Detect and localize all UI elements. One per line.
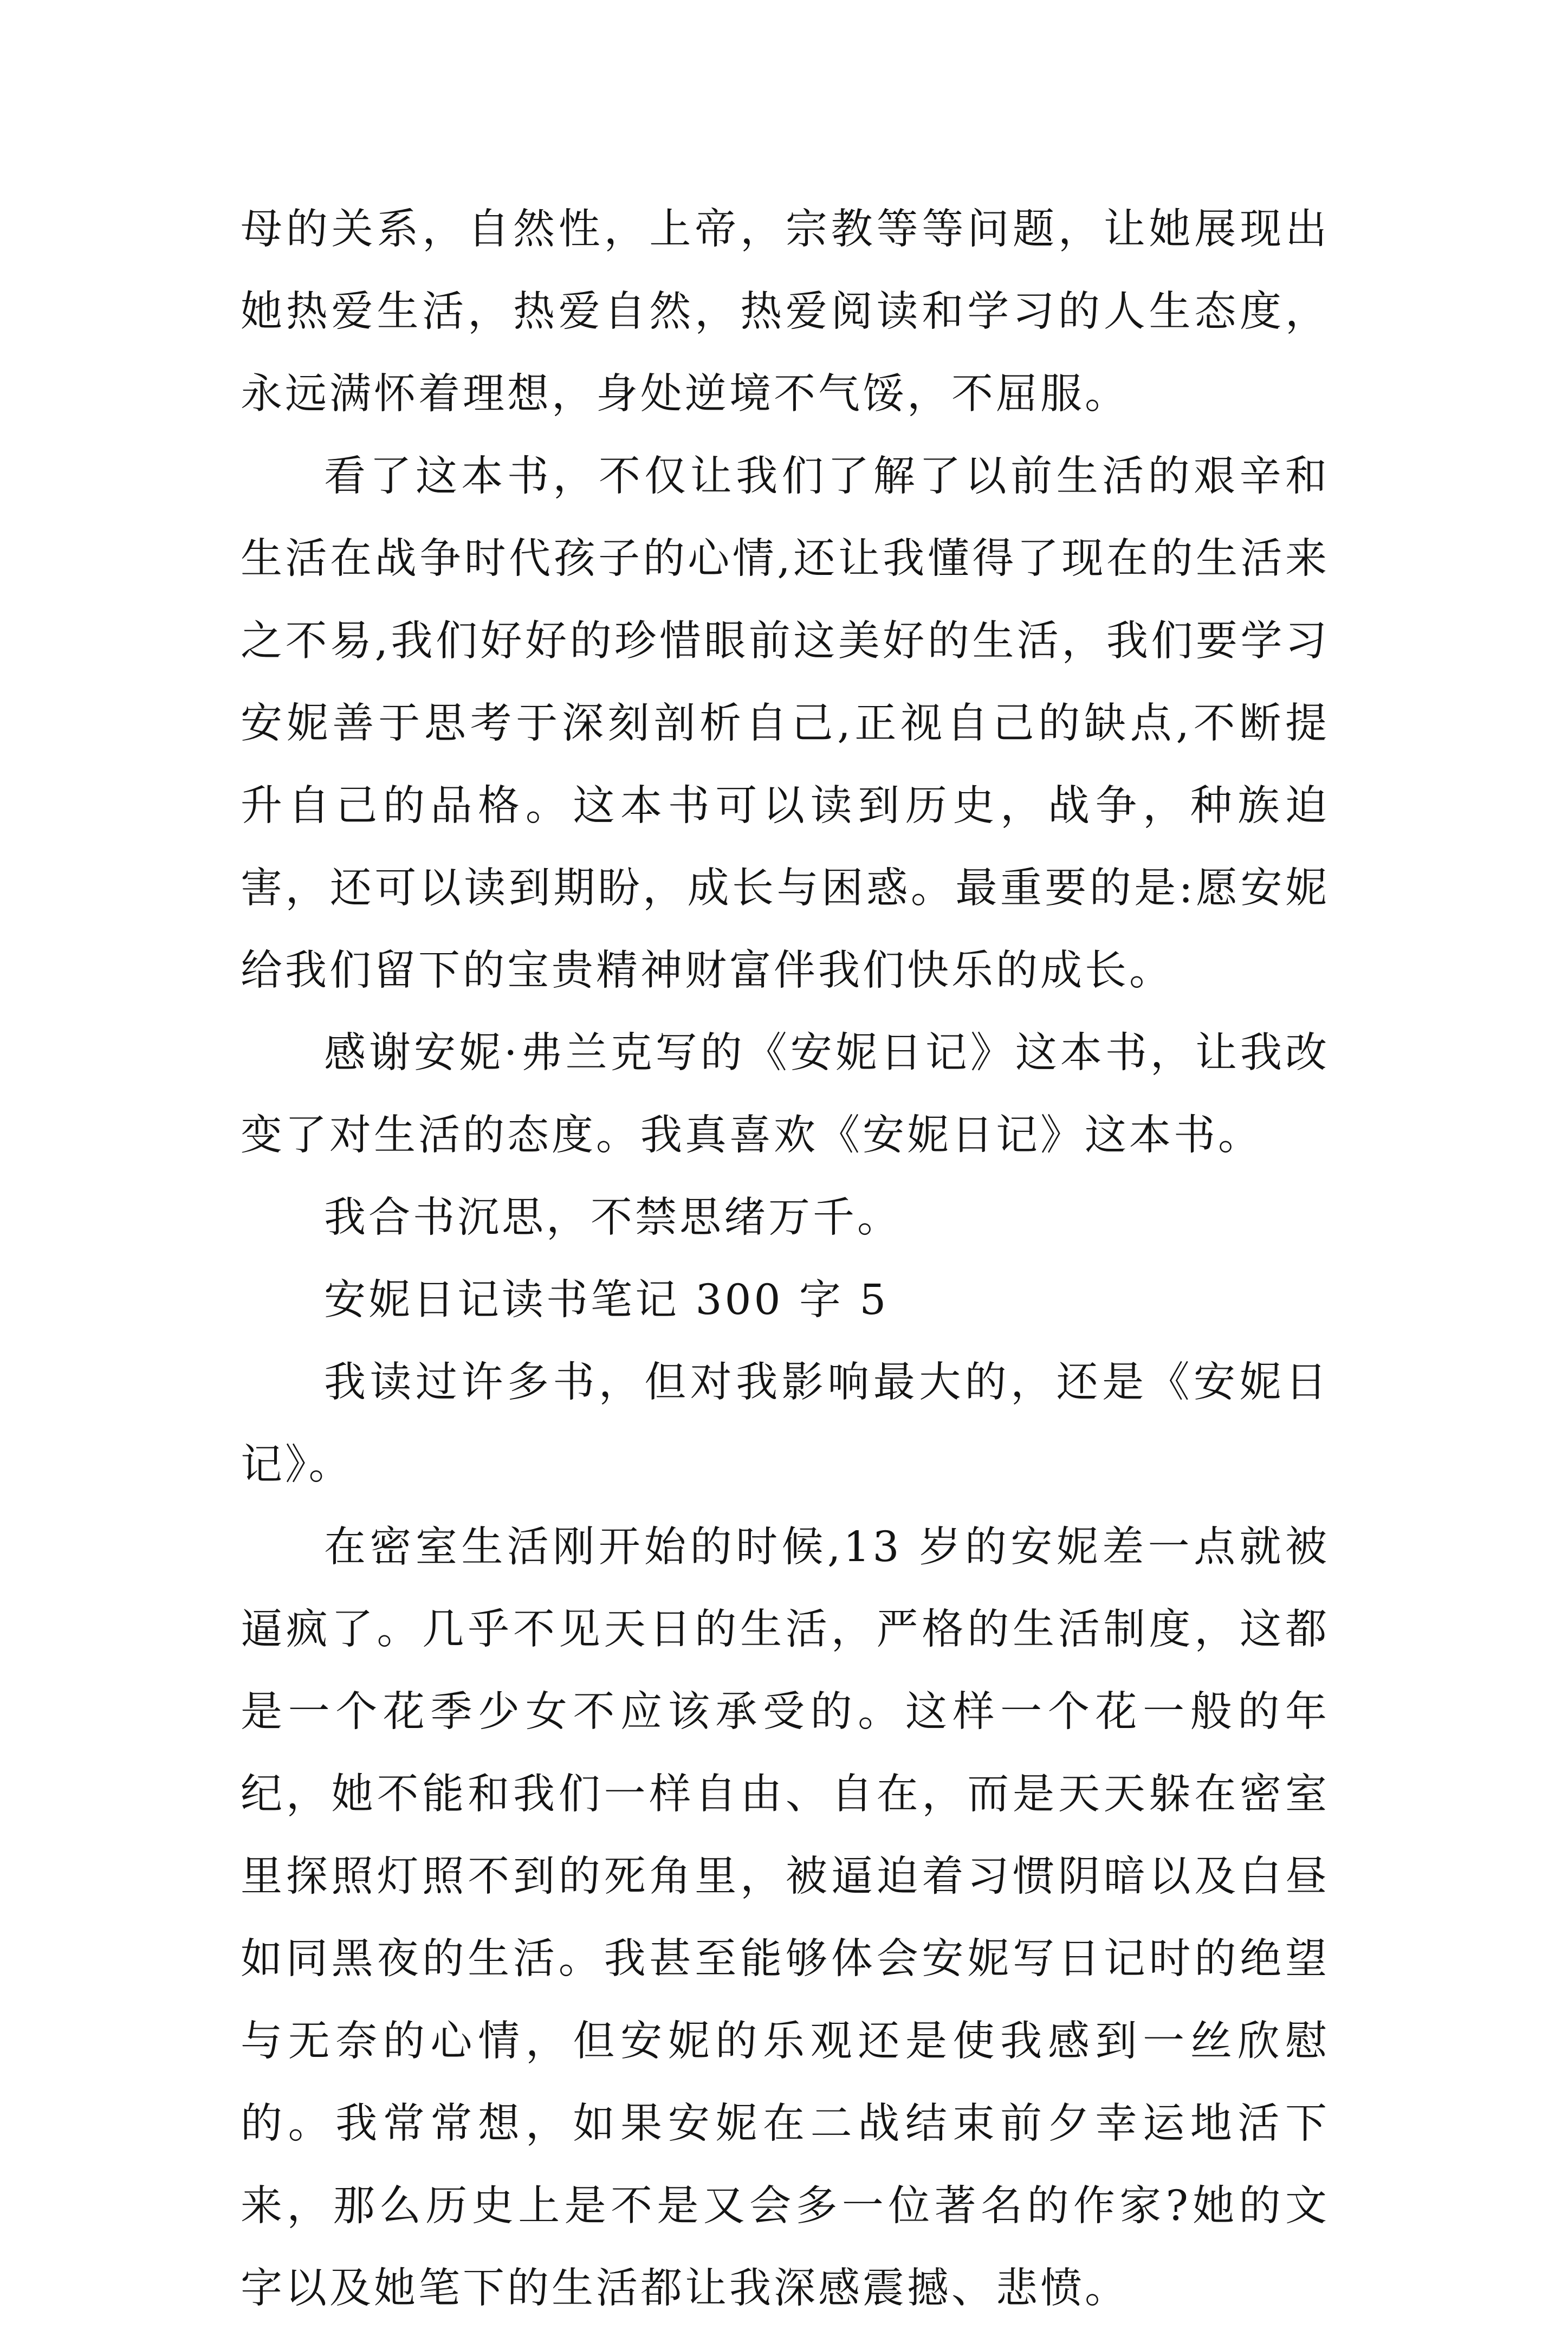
paragraph-reflection: 看了这本书，不仅让我们了解了以前生活的艰辛和生活在战争时代孩子的心情,还让我懂得了现在的生活来之不易,我们好好的珍惜眼前这美好的生活，我们要学习安妮善于思考于深刻剖析自己,正视自己的缺点,不断提升自己的品格。这本书可以读到历史，战争，种族迫害，还可以读到期盼，成长与困惑。最重要的是:愿安妮给我们留下的宝贵精神财富伴我们快乐的成长。 xyxy=(241,452,1330,995)
document-body xyxy=(241,189,1330,2330)
paragraph-contemplation: 我合书沉思，不禁思绪万千。 xyxy=(324,1194,902,1242)
paragraph-intro: 我读过许多书，但对我影响最大的，还是《安妮日记》。 xyxy=(241,1358,1330,1489)
paragraph-continued: 母的关系，自然性，上帝，宗教等等问题，让她展现出她热爱生活，热爱自然，热爱阅读和学习的人生态度，永远满怀着理想，身处逆境不气馁，不屈服。 xyxy=(241,205,1330,418)
paragraph-thanks: 感谢安妮·弗兰克写的《安妮日记》这本书，让我改变了对生活的态度。我真喜欢《安妮日记》这本书。 xyxy=(241,1029,1330,1160)
section-heading: 安妮日记读书笔记 300 字 5 xyxy=(324,1276,889,1324)
paragraph-secret-annex: 在密室生活刚开始的时候,13 岁的安妮差一点就被逼疯了。几乎不见天日的生活，严格的生活制度，这都是一个花季少女不应该承受的。这样一个花一般的年纪，她不能和我们一样自由、自在，而是天天躲在密室里探照灯照不到的死角里，被逼迫着习惯阴暗以及白昼如同黑夜的生活。我甚至能够体会安妮写日记时的绝望与无奈的心情，但安妮的乐观还是使我感到一丝欣慰的。我常常想，如果安妮在二战结束前夕幸运地活下来，那么历史上是不是又会多一位著名的作家?她的文字以及她笔下的生活都让我深感震撼、悲愤。 xyxy=(241,1523,1330,2313)
